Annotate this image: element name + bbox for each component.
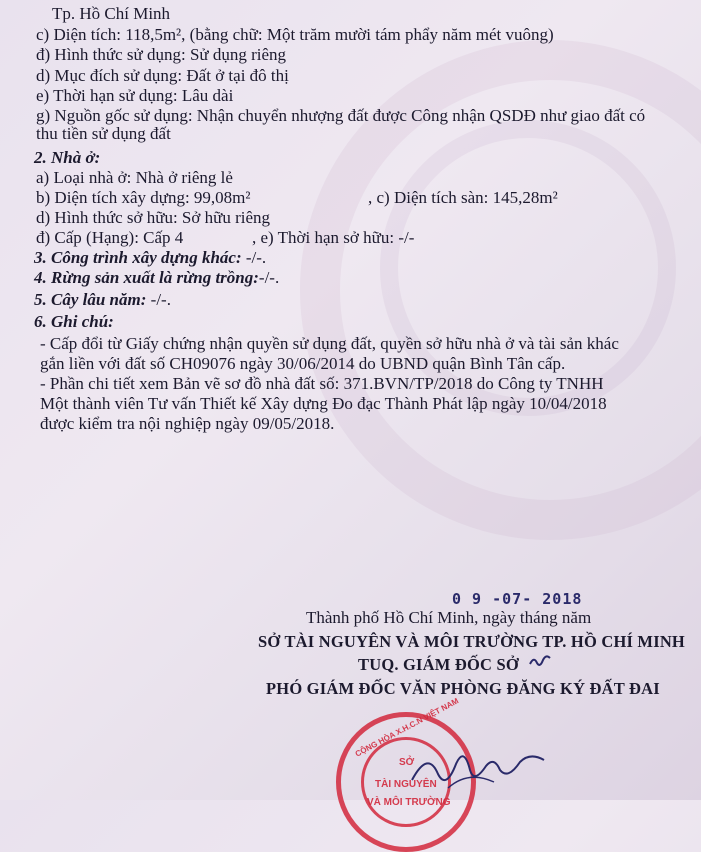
seal-text-1: SỞ (399, 757, 415, 768)
section-4-value: -/-. (258, 268, 280, 287)
grade-line: đ) Cấp (Hạng): Cấp 4 (36, 228, 184, 247)
authority-title: PHÓ GIÁM ĐỐC VĂN PHÒNG ĐĂNG KÝ ĐẤT ĐAI (266, 679, 660, 698)
ownership-form-line: d) Hình thức sở hữu: Sở hữu riêng (36, 208, 271, 227)
floor-area-line: , c) Diện tích sàn: 145,28m² (368, 188, 558, 207)
usage-purpose-line: d) Mục đích sử dụng: Đất ở tại đô thị (36, 66, 289, 85)
note-line-5: được kiểm tra nội nghiệp ngày 09/05/2018. (40, 414, 335, 433)
section-5-value: -/-. (146, 290, 171, 309)
section-3-title: 3. Công trình xây dựng khác: (34, 248, 242, 267)
seal-text-3: VÀ MÔI TRƯỜNG (367, 797, 451, 808)
section-5-line (34, 290, 171, 310)
origin-line: g) Nguồn gốc sử dụng: Nhận chuyển nhượng đất được Công nhận QSDĐ như giao đất có (36, 106, 646, 125)
authority-name: SỞ TÀI NGUYÊN VÀ MÔI TRƯỜNG TP. HỒ CHÍ MINH (258, 632, 685, 651)
signature-icon (408, 740, 548, 800)
ownership-term-line: , e) Thời hạn sở hữu: -/- (252, 228, 415, 247)
area-line: c) Diện tích: 118,5m², (bằng chữ: Một trăm mười tám phẩy năm mét vuông) (36, 25, 554, 44)
section-3-line (34, 248, 266, 268)
stamp-date: 0 9 -07- 2018 (452, 590, 583, 608)
authority-delegation: TUQ. GIÁM ĐỐC SỞ (358, 655, 519, 674)
section-4-line (34, 268, 279, 288)
note-line-2: gắn liền với đất số CH09076 ngày 30/06/2014 do UBND quận Bình Tân cấp. (40, 354, 566, 373)
section-5-title: 5. Cây lâu năm: (34, 290, 147, 309)
section-6-title: 6. Ghi chú: (34, 312, 114, 331)
origin-line-cont: thu tiền sử dụng đất (36, 124, 171, 143)
section-3-value: -/-. (241, 248, 267, 267)
seal-text-2: TÀI NGUYÊN (375, 779, 437, 790)
place-date-line: Thành phố Hồ Chí Minh, ngày tháng năm (306, 608, 592, 627)
address-line: Tp. Hồ Chí Minh (52, 4, 171, 23)
note-line-4: Một thành viên Tư vấn Thiết kế Xây dựng Đo đạc Thành Phát lập ngày 10/04/2018 (40, 394, 607, 413)
usage-form-line: đ) Hình thức sử dụng: Sử dụng riêng (36, 45, 287, 64)
construction-area-line: b) Diện tích xây dựng: 99,08m² (36, 188, 251, 207)
section-4-title: 4. Rừng sản xuất là rừng trồng: (34, 268, 259, 287)
usage-term-line: e) Thời hạn sử dụng: Lâu dài (36, 86, 234, 105)
note-line-3: - Phần chi tiết xem Bản vẽ sơ đồ nhà đất số: 371.BVN/TP/2018 do Công ty TNHH (40, 374, 604, 393)
initial-mark-icon (528, 652, 552, 670)
house-type-line: a) Loại nhà ở: Nhà ở riêng lẻ (36, 168, 233, 187)
note-line-1: - Cấp đổi từ Giấy chứng nhận quyền sử dụng đất, quyền sở hữu nhà ở và tài sản khác (40, 334, 619, 353)
seal-text-4: CỘNG HÒA X.H.C.N VIỆT NAM (353, 696, 461, 759)
section-2-title: 2. Nhà ở: (34, 148, 101, 167)
